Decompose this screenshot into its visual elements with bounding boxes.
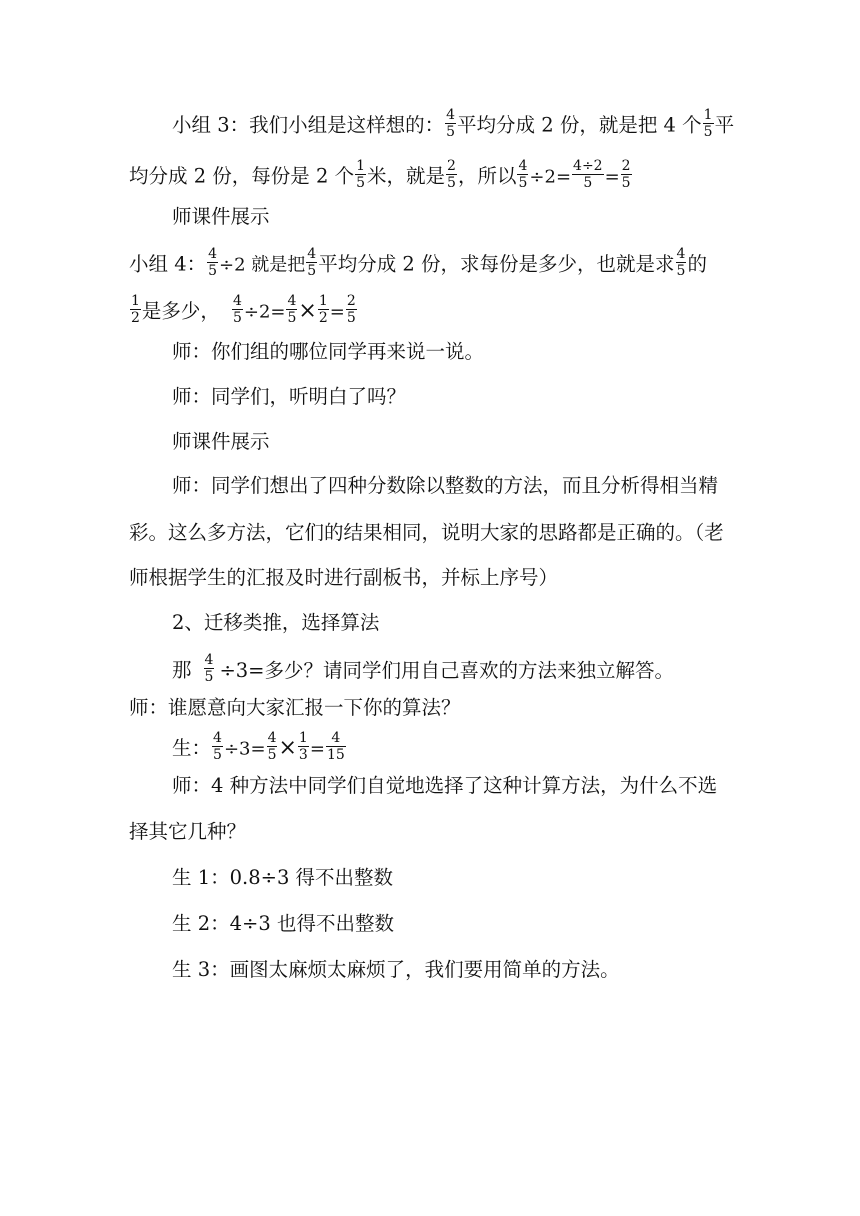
student-calculation (172, 730, 347, 765)
fraction-denominator: 5 (204, 669, 214, 685)
fraction-numerator: 2 (447, 158, 456, 174)
teacher-paragraph-line-2: 彩。这么多方法，它们的结果相同，说明大家的思路都是正确的。（老 (129, 521, 724, 544)
fraction-numerator: 4 (208, 246, 218, 262)
fraction-numerator: 1 (703, 107, 713, 123)
math-operator: × (278, 735, 297, 761)
teacher-line-1: 师：你们组的哪位同学再来说一说。 (172, 340, 485, 363)
fraction-numerator: 4 (267, 730, 277, 746)
fraction-denominator: 2 (318, 310, 328, 326)
text-segment: 均分成 2 份，每份是 2 个 (129, 164, 355, 188)
student-answer-3: 生 3：画图太麻烦太麻烦了，我们要用简单的方法。 (172, 958, 620, 981)
fraction-denominator: 5 (583, 175, 593, 191)
fraction-numerator: 2 (346, 293, 356, 309)
fraction-numerator: 4 (446, 107, 456, 123)
fraction-denominator: 5 (518, 175, 528, 191)
fraction (621, 159, 632, 191)
fraction-denominator: 5 (621, 175, 631, 191)
fraction (517, 159, 528, 191)
math-operator: = (604, 166, 620, 188)
courseware-display-1: 师课件展示 (172, 205, 270, 228)
fraction (445, 108, 456, 140)
student-answer-1: 生 1：0.8÷3 得不出整数 (172, 866, 394, 889)
fraction-denominator: 5 (307, 263, 317, 279)
teacher-line-5a: 师：4 种方法中同学们自觉地选择了这种计算方法，为什么不选 (172, 774, 718, 797)
fraction-numerator: 4 (204, 652, 214, 668)
math-operator: × (298, 298, 317, 324)
fraction-denominator: 5 (213, 747, 222, 763)
teacher-paragraph-line-3: 师根据学生的汇报及时进行副板书，并标上序号） (129, 566, 559, 589)
text-segment: 那 (172, 658, 192, 682)
fraction (267, 731, 278, 763)
fraction (346, 294, 357, 326)
fraction-denominator: 2 (131, 310, 140, 326)
fraction-denominator: 5 (346, 310, 356, 326)
text-segment: 是多少， (141, 299, 220, 323)
math-operator: = (329, 301, 345, 323)
fraction (676, 247, 687, 279)
student-answer-2: 生 2：4÷3 也得不出整数 (172, 912, 394, 935)
section-heading: 2、迁移类推，选择算法 (172, 611, 380, 634)
fraction-denominator: 3 (298, 747, 308, 763)
fraction (298, 731, 309, 763)
fraction (446, 159, 457, 191)
fraction (318, 294, 329, 326)
teacher-line-5b: 择其它几种？ (129, 820, 247, 843)
text-segment: 小组 3：我们小组是这样想的： (172, 113, 445, 137)
fraction (572, 159, 604, 191)
fraction (703, 108, 714, 140)
group3-line1 (172, 107, 735, 142)
group4-line2 (129, 293, 358, 328)
fraction-numerator: 1 (318, 293, 328, 309)
fraction-numerator: 1 (356, 158, 366, 174)
fraction-numerator: 4÷2 (573, 158, 603, 174)
fraction (355, 159, 366, 191)
group3-line2 (129, 158, 633, 193)
math-operator: ÷3= (223, 738, 266, 760)
text-segment: 平 (714, 113, 735, 137)
text-segment: 生： (172, 736, 212, 760)
math-operator: = (309, 738, 325, 760)
fraction-denominator: 15 (326, 747, 345, 763)
fraction-numerator: 4 (676, 246, 686, 262)
fraction (326, 731, 346, 763)
fraction-numerator: 4 (213, 730, 222, 746)
ask-line (172, 652, 675, 687)
fraction-denominator: 5 (446, 124, 456, 140)
fraction-denominator: 5 (676, 263, 686, 279)
text-segment: 的 (687, 252, 707, 276)
math-operator: ÷2= (243, 301, 286, 323)
teacher-line-2: 师：同学们，听明白了吗？ (172, 385, 407, 408)
fraction-numerator: 4 (307, 246, 317, 262)
math-operator: ÷2= (529, 166, 572, 188)
fraction (212, 731, 223, 763)
fraction (204, 653, 215, 685)
text-segment: 米，就是 (367, 164, 446, 188)
math-operator: ÷2 就是把 (219, 254, 306, 276)
fraction (130, 294, 141, 326)
fraction-denominator: 5 (267, 747, 277, 763)
fraction-denominator: 5 (287, 310, 297, 326)
fraction-denominator: 5 (703, 124, 713, 140)
fraction-denominator: 5 (447, 175, 456, 191)
text-segment: 小组 4： (129, 252, 207, 276)
fraction-numerator: 4 (232, 293, 242, 309)
courseware-display-2: 师课件展示 (172, 430, 270, 453)
fraction (232, 294, 243, 326)
fraction (207, 247, 218, 279)
group4-line1 (129, 246, 707, 281)
teacher-paragraph-line-1: 师：同学们想出了四种分数除以整数的方法，而且分析得相当精 (172, 474, 719, 497)
text-segment: ，所以 (457, 164, 517, 188)
teacher-line-4: 师：谁愿意向大家汇报一下你的算法？ (129, 696, 461, 719)
fraction (306, 247, 317, 279)
text-segment: ÷3=多少？请同学们用自己喜欢的方法来独立解答。 (219, 658, 675, 682)
fraction-denominator: 5 (232, 310, 242, 326)
fraction-numerator: 4 (287, 293, 297, 309)
fraction-denominator: 5 (208, 263, 218, 279)
fraction-numerator: 2 (621, 158, 631, 174)
fraction-numerator: 4 (518, 158, 528, 174)
fraction-denominator: 5 (356, 175, 366, 191)
fraction-numerator: 1 (131, 293, 140, 309)
fraction-numerator: 4 (326, 731, 346, 747)
text-segment: 平均分成 2 份，求每份是多少，也就是求 (318, 252, 675, 276)
fraction (286, 294, 297, 326)
fraction-numerator: 1 (298, 730, 308, 746)
text-segment: 平均分成 2 份，就是把 4 个 (457, 113, 702, 137)
